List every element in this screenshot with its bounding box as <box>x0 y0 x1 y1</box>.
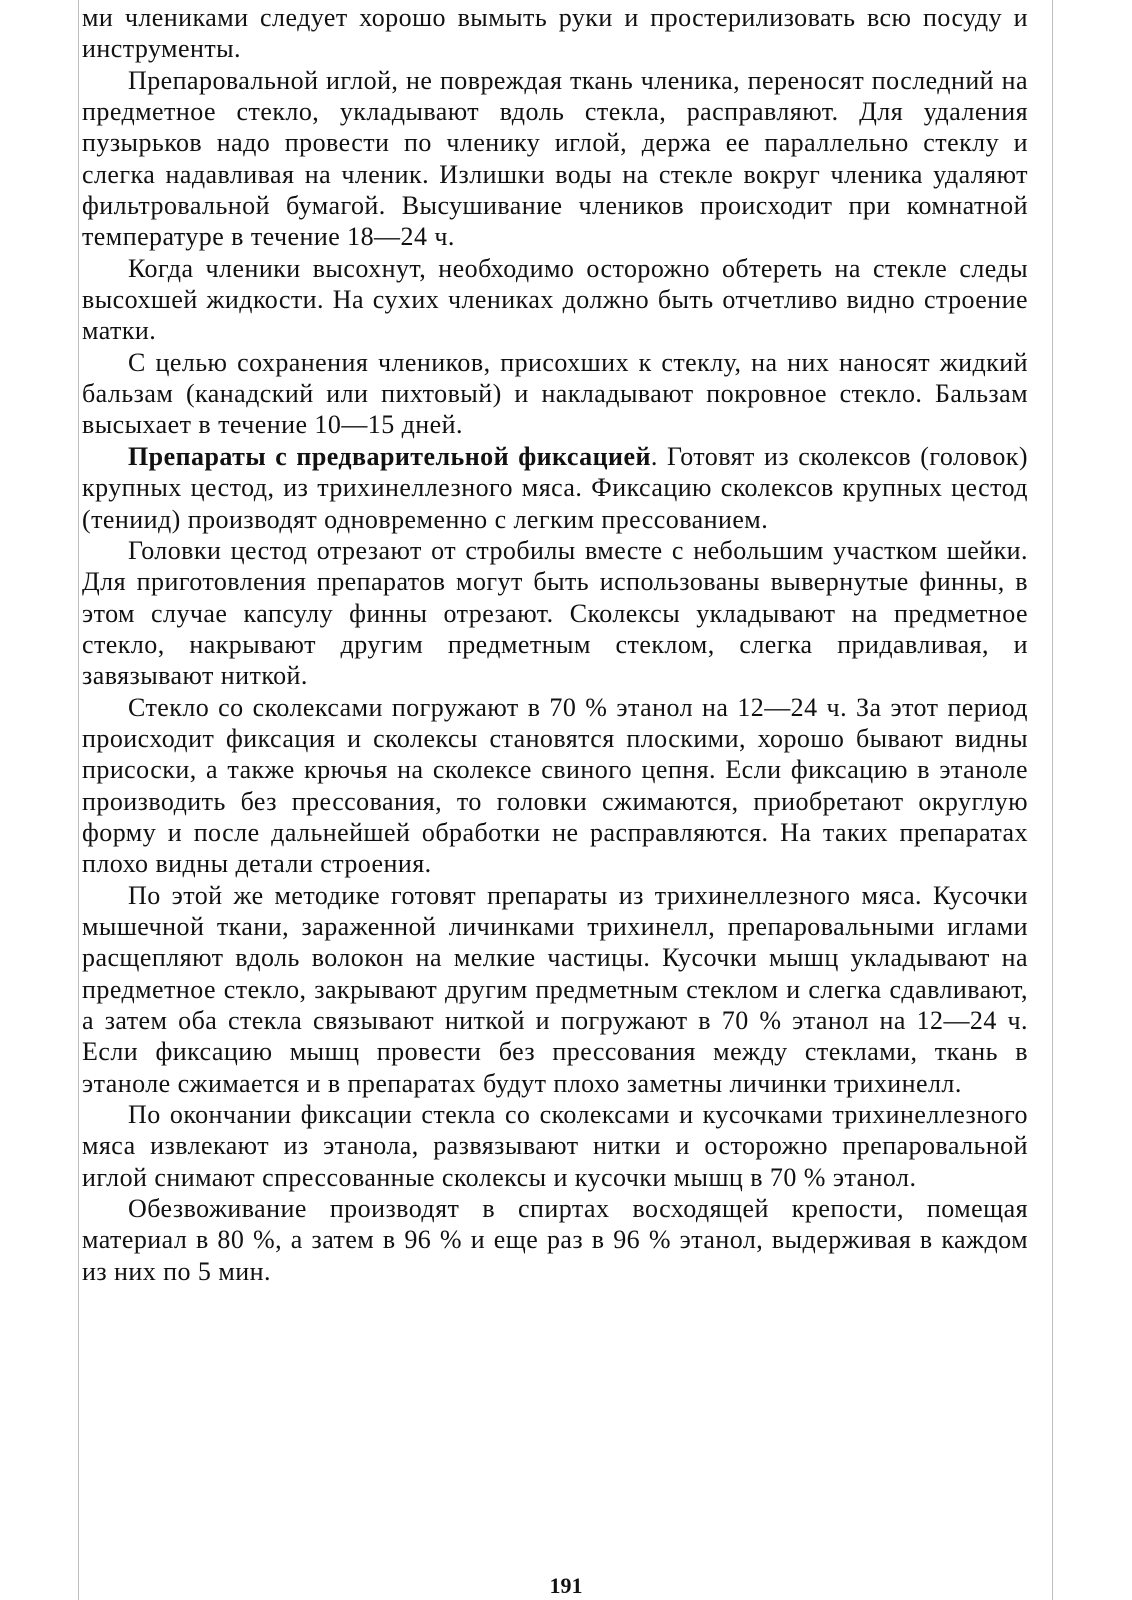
paragraph-1: ми члениками следует хорошо вымыть руки и простерилизовать всю посуду и инструменты. <box>82 3 1028 64</box>
paragraph-7: Стекло со сколексами погружают в 70 % этанол на 12—24 ч. За этот период происходит фиксация и сколексы становятся плоскими, хорошо бывают видны присоски, а также крючья на сколексе свиного цепня. Если фиксацию в этаноле производить без прессования, то головки сжимаются, приобретают округлую форму и после дальнейшей обработки не расправляются. На таких препаратах плохо видны детали строения. <box>82 692 1028 879</box>
paragraph-3: Когда членики высохнут, необходимо осторожно обтереть на стекле следы высохшей жидкости. На сухих члениках должно быть отчетливо видно строение матки. <box>82 253 1028 346</box>
paragraph-4: С целью сохранения члеников, присохших к стеклу, на них наносят жидкий бальзам (канадский или пихтовый) и накладывают покровное стекло. Бальзам высыхает в течение 10—15 дней. <box>82 347 1028 440</box>
paragraph-5 <box>82 441 1028 535</box>
paragraph-6: Головки цестод отрезают от стробилы вместе с небольшим участком шейки. Для приготовления препаратов могут быть использованы вывернутые финны, в этом случае капсулу финны отрезают. Сколексы укладывают на предметное стекло, накрывают другим предметным стеклом, слегка придавливая, и завязывают ниткой. <box>82 535 1028 691</box>
paragraph-9: По окончании фиксации стекла со сколексами и кусочками трихинеллезного мяса извлекают из этанола, развязывают нитки и осторожно препаровальной иглой снимают спрессованные сколексы и кусочки мышц в 70 % этанол. <box>82 1100 1028 1192</box>
section-heading: Препараты с предварительной фиксацией <box>128 441 651 471</box>
paragraph-2: Препаровальной иглой, не повреждая ткань членика, переносят последний на предметное стекло, укладывают вдоль стекла, расправляют. Для удаления пузырьков надо провести по членику иглой, держа ее параллельно стеклу и слегка надавливая на членик. Излишки воды на стекле вокруг членика удаляют фильтровальной бумагой. Высушивание члеников происходит при комнатной температуре в течение 18—24 ч. <box>82 65 1028 252</box>
scan-edge-left <box>78 0 79 1600</box>
paragraph-5-text: . Готовят из сколексов (головок) крупных цестод, из трихинеллезного мяса. Фиксацию сколексов крупных цестод (тениид) производят одновременно с легким прессованием. <box>82 441 1028 534</box>
scan-edge-right <box>1052 0 1053 1600</box>
paragraph-8: По этой же методике готовят препараты из трихинеллезного мяса. Кусочки мышечной ткани, зараженной личинками трихинелл, препаровальными иглами расщепляют вдоль волокон на мелкие частицы. Кусочки мышц укладывают на предметное стекло, закрывают другим предметным стеклом и слегка сдавливают, а затем оба стекла связывают ниткой и погружают в 70 % этанол на 12—24 ч. Если фиксацию мышц провести без прессования между стеклами, ткань в этаноле сжимается и в препаратах будут плохо заметны личинки трихинелл. <box>82 880 1028 1098</box>
paragraph-10: Обезвоживание производят в спиртах восходящей крепости, помещая материал в 80 %, а затем в 96 % и еще раз в 96 % этанол, выдерживая в каждом из них по 5 мин. <box>82 1194 1028 1286</box>
body-text <box>82 2 1028 1287</box>
page-number: 191 <box>549 1573 583 1598</box>
